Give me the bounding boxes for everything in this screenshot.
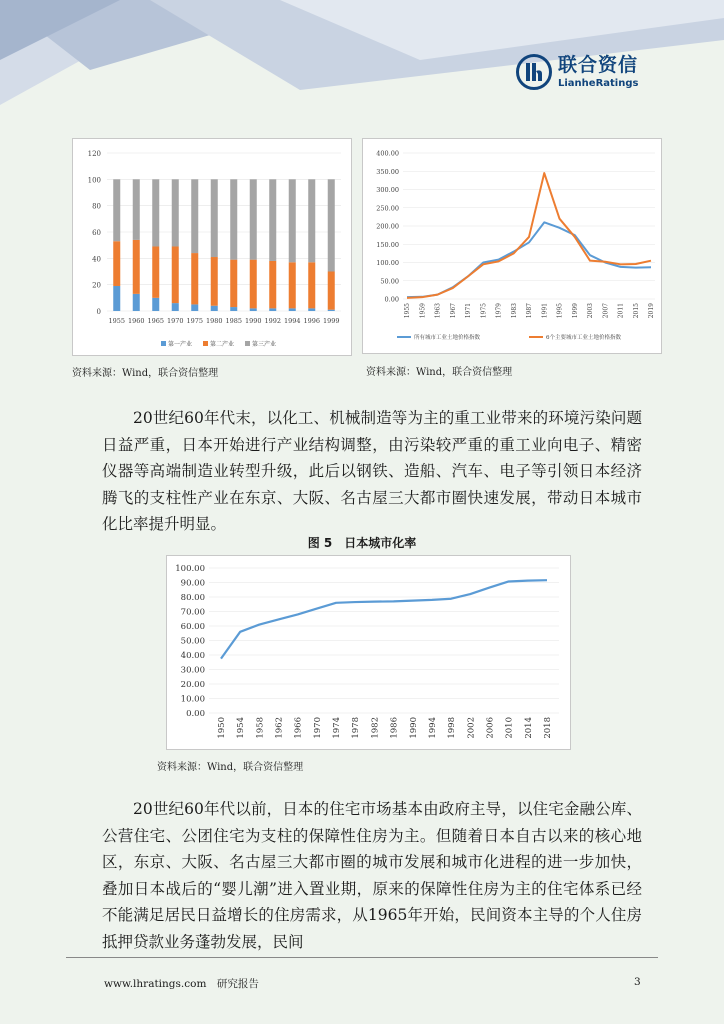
x-tick-label: 1990 xyxy=(244,317,262,325)
x-tick-label: 1986 xyxy=(389,717,400,739)
x-tick-label: 1994 xyxy=(427,717,438,739)
logo-chinese-name: 联合资信 xyxy=(558,53,639,76)
paragraph-1 xyxy=(102,405,642,538)
x-tick-label: 1990 xyxy=(408,717,419,739)
bar-segment xyxy=(230,307,237,311)
y-tick-label: 20 xyxy=(92,281,101,290)
x-tick-label: 2015 xyxy=(632,303,640,319)
x-tick-label: 1950 xyxy=(217,717,227,739)
bar-segment xyxy=(289,262,296,308)
x-tick-label: 1970 xyxy=(166,317,184,325)
x-tick-label: 2019 xyxy=(648,303,655,319)
legend-swatch xyxy=(161,341,166,346)
bar-segment xyxy=(191,179,198,253)
y-tick-label: 80 xyxy=(92,202,101,211)
y-tick-label: 120 xyxy=(87,150,101,158)
x-tick-label: 2011 xyxy=(617,303,625,319)
lianhe-logo-icon xyxy=(516,54,552,90)
y-tick-label: 0.00 xyxy=(384,295,399,304)
bar-segment xyxy=(152,298,159,311)
y-tick-label: 350.00 xyxy=(376,167,399,176)
y-tick-label: 60.00 xyxy=(180,622,205,632)
x-tick-label: 1987 xyxy=(526,303,533,319)
y-tick-label: 30.00 xyxy=(180,665,205,676)
x-tick-label: 1962 xyxy=(274,717,285,739)
y-tick-label: 10.00 xyxy=(180,694,205,705)
x-tick-label: 1983 xyxy=(510,303,518,319)
figure5-source: 资料来源：Wind，联合资信整理 xyxy=(157,762,304,773)
x-tick-label: 1967 xyxy=(449,303,457,319)
bar-segment xyxy=(328,272,335,310)
bar-segment xyxy=(269,179,276,261)
y-tick-label: 50.00 xyxy=(380,277,399,286)
bar-segment xyxy=(250,308,257,311)
x-tick-label: 2006 xyxy=(485,717,496,739)
company-logo xyxy=(516,54,638,90)
x-tick-label: 2003 xyxy=(587,303,594,319)
x-tick-label: 1955 xyxy=(404,303,411,319)
y-tick-label: 0 xyxy=(96,308,101,316)
series-line xyxy=(407,173,651,298)
legend-label: 第三产业 xyxy=(252,341,277,348)
bar-segment xyxy=(211,306,218,311)
bar-segment xyxy=(172,179,179,246)
bar-segment xyxy=(133,179,140,240)
legend-label: 第一产业 xyxy=(168,341,193,348)
bar-segment xyxy=(152,179,159,246)
bar-segment xyxy=(308,308,315,311)
x-tick-label: 1982 xyxy=(370,717,381,739)
x-tick-label: 1960 xyxy=(127,317,145,325)
x-tick-label: 1979 xyxy=(495,303,503,319)
y-tick-label: 20.00 xyxy=(180,680,205,690)
x-tick-label: 2010 xyxy=(504,717,515,739)
x-tick-label: 1999 xyxy=(571,303,579,319)
x-tick-label: 1971 xyxy=(465,303,472,319)
x-tick-label: 1965 xyxy=(147,317,165,325)
x-tick-label: 2007 xyxy=(602,303,610,319)
y-tick-label: 150.00 xyxy=(376,240,399,249)
bar-segment xyxy=(230,260,237,307)
x-tick-label: 1998 xyxy=(447,717,458,739)
y-tick-label: 100.00 xyxy=(175,564,205,574)
bar-segment xyxy=(230,179,237,259)
x-tick-label: 2014 xyxy=(523,717,534,739)
bar-segment xyxy=(289,308,296,311)
bar-segment xyxy=(133,294,140,311)
bar-segment xyxy=(172,303,179,311)
bar-segment xyxy=(113,241,120,286)
x-tick-label: 1974 xyxy=(332,717,343,739)
x-tick-label: 1992 xyxy=(264,317,282,325)
industry-structure-chart xyxy=(72,138,352,356)
legend-label: 所有城市工业土地价格指数 xyxy=(414,335,481,341)
bar-segment xyxy=(152,246,159,297)
bar-segment xyxy=(308,179,315,262)
bar-segment xyxy=(308,262,315,308)
y-tick-label: 70.00 xyxy=(180,607,205,618)
y-tick-label: 40.00 xyxy=(180,651,205,661)
x-tick-label: 1959 xyxy=(419,303,427,319)
y-tick-label: 200.00 xyxy=(376,222,399,231)
bar-segment xyxy=(211,179,218,257)
y-tick-label: 80.00 xyxy=(180,593,205,603)
x-tick-label: 1996 xyxy=(303,317,321,325)
x-tick-label: 1980 xyxy=(205,317,223,325)
y-tick-label: 50.00 xyxy=(180,636,205,647)
legend-label: 第二产业 xyxy=(210,341,235,348)
x-tick-label: 1954 xyxy=(236,717,247,739)
chart2-source: 资料来源：Wind，联合资信整理 xyxy=(366,367,513,378)
bar-segment xyxy=(133,240,140,294)
y-tick-label: 40 xyxy=(92,255,101,264)
legend-swatch xyxy=(203,341,208,346)
bar-segment xyxy=(113,179,120,241)
x-tick-label: 1963 xyxy=(434,303,442,319)
y-tick-label: 300.00 xyxy=(376,186,399,194)
bar-segment xyxy=(269,308,276,311)
y-tick-label: 250.00 xyxy=(376,204,399,213)
bar-segment xyxy=(269,261,276,308)
x-tick-label: 2002 xyxy=(466,717,477,739)
x-tick-label: 2018 xyxy=(543,717,553,739)
paragraph-1-text: 20世纪60年代末，以化工、机械制造等为主的重工业带来的环境污染问题日益严重，日本开始进行产业结构调整，由污染较严重的重工业向电子、精密仪器等高端制造业转型升级，此后以钢铁、造船、汽车、电子等引领日本经济腾飞的支柱性产业在东京、大阪、名古屋三大都市圈快速发展，带动日本城市化比率提升明显。 xyxy=(102,409,642,533)
page-number: 3 xyxy=(634,976,641,988)
bar-segment xyxy=(328,179,335,271)
x-tick-label: 1994 xyxy=(283,317,301,325)
bar-segment xyxy=(191,253,198,304)
paragraph-2 xyxy=(102,796,642,955)
x-tick-label: 1966 xyxy=(293,717,304,739)
bar-segment xyxy=(113,286,120,311)
logo-english-name: LianheRatings xyxy=(558,77,639,89)
x-tick-label: 1978 xyxy=(351,717,362,739)
bar-segment xyxy=(172,246,179,303)
bar-segment xyxy=(289,179,296,262)
y-tick-label: 90.00 xyxy=(180,578,205,589)
bar-segment xyxy=(250,179,257,259)
legend-swatch xyxy=(245,341,250,346)
paragraph-2-text: 20世纪60年代以前，日本的住宅市场基本由政府主导，以住宅金融公库、公营住宅、公团住宅为支柱的保障性住房为主。但随着日本自古以来的核心地区，东京、大阪、名古屋三大都市圈的城市发展和城市化进程的进一步加快，叠加日本战后的“婴儿潮”进入置业期，原来的保障性住房为主的住宅体系已经不能满足居民日益增长的住房需求，从1965年开始，民间资本主导的个人住房抵押贷款业务蓬勃发展，民间 xyxy=(102,800,642,951)
y-tick-label: 100.00 xyxy=(376,259,399,267)
x-tick-label: 1975 xyxy=(186,317,204,325)
bar-segment xyxy=(211,257,218,306)
x-tick-label: 1985 xyxy=(225,317,243,325)
figure-5-title: 图 5 日本城市化率 xyxy=(307,536,417,550)
bar-segment xyxy=(191,304,198,311)
y-tick-label: 400.00 xyxy=(376,149,399,158)
series-line xyxy=(221,580,547,658)
x-tick-label: 1970 xyxy=(312,717,323,739)
bar-segment xyxy=(250,260,257,309)
y-tick-label: 0.00 xyxy=(186,709,205,719)
bar-segment xyxy=(328,310,335,311)
x-tick-label: 1975 xyxy=(480,303,488,319)
y-tick-label: 100 xyxy=(87,176,101,185)
footer-divider xyxy=(66,957,658,958)
x-tick-label: 1955 xyxy=(108,317,126,325)
x-tick-label: 1991 xyxy=(541,303,549,319)
land-price-index-chart xyxy=(362,138,662,354)
x-tick-label: 1999 xyxy=(322,317,340,325)
urbanization-rate-chart xyxy=(166,555,571,750)
x-tick-label: 1995 xyxy=(556,303,564,319)
y-tick-label: 60 xyxy=(92,229,101,237)
legend-label: 6个主要城市工业土地价格指数 xyxy=(546,335,622,341)
chart1-source: 资料来源：Wind，联合资信整理 xyxy=(72,368,219,379)
x-tick-label: 1958 xyxy=(255,717,266,739)
footer-site: www.lhratings.com 研究报告 xyxy=(104,978,259,990)
